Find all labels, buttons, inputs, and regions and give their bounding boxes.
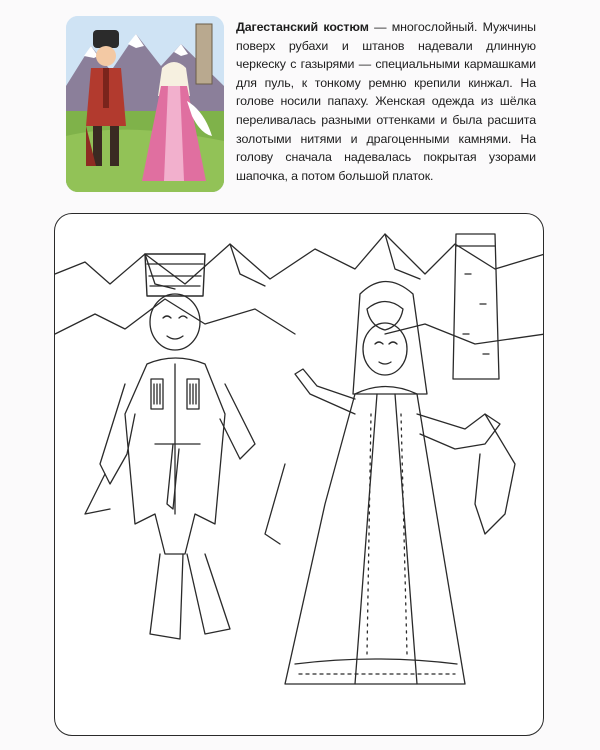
color-reference-illustration — [66, 16, 224, 192]
description-body: — многослойный. Мужчины поверх рубахи и штанов надевали длинную черкеску с газырями — специальными кармашками для пуль, к тонкому ремню крепили кинжал. На голове носили папаху. Женская одежда из шёлка переливалась разными оттенками и была расшита золотыми нитями и драгоценными камнями. На голову сначала надевалась покрытая узорами шапочка, а потом большой платок. — [236, 20, 536, 183]
coloring-line-art — [55, 214, 544, 736]
reference-illustration-art — [66, 16, 224, 192]
costume-description — [236, 18, 536, 185]
coloring-outline-frame — [54, 213, 544, 736]
description-lead: Дагестанский костюм — [236, 20, 369, 34]
